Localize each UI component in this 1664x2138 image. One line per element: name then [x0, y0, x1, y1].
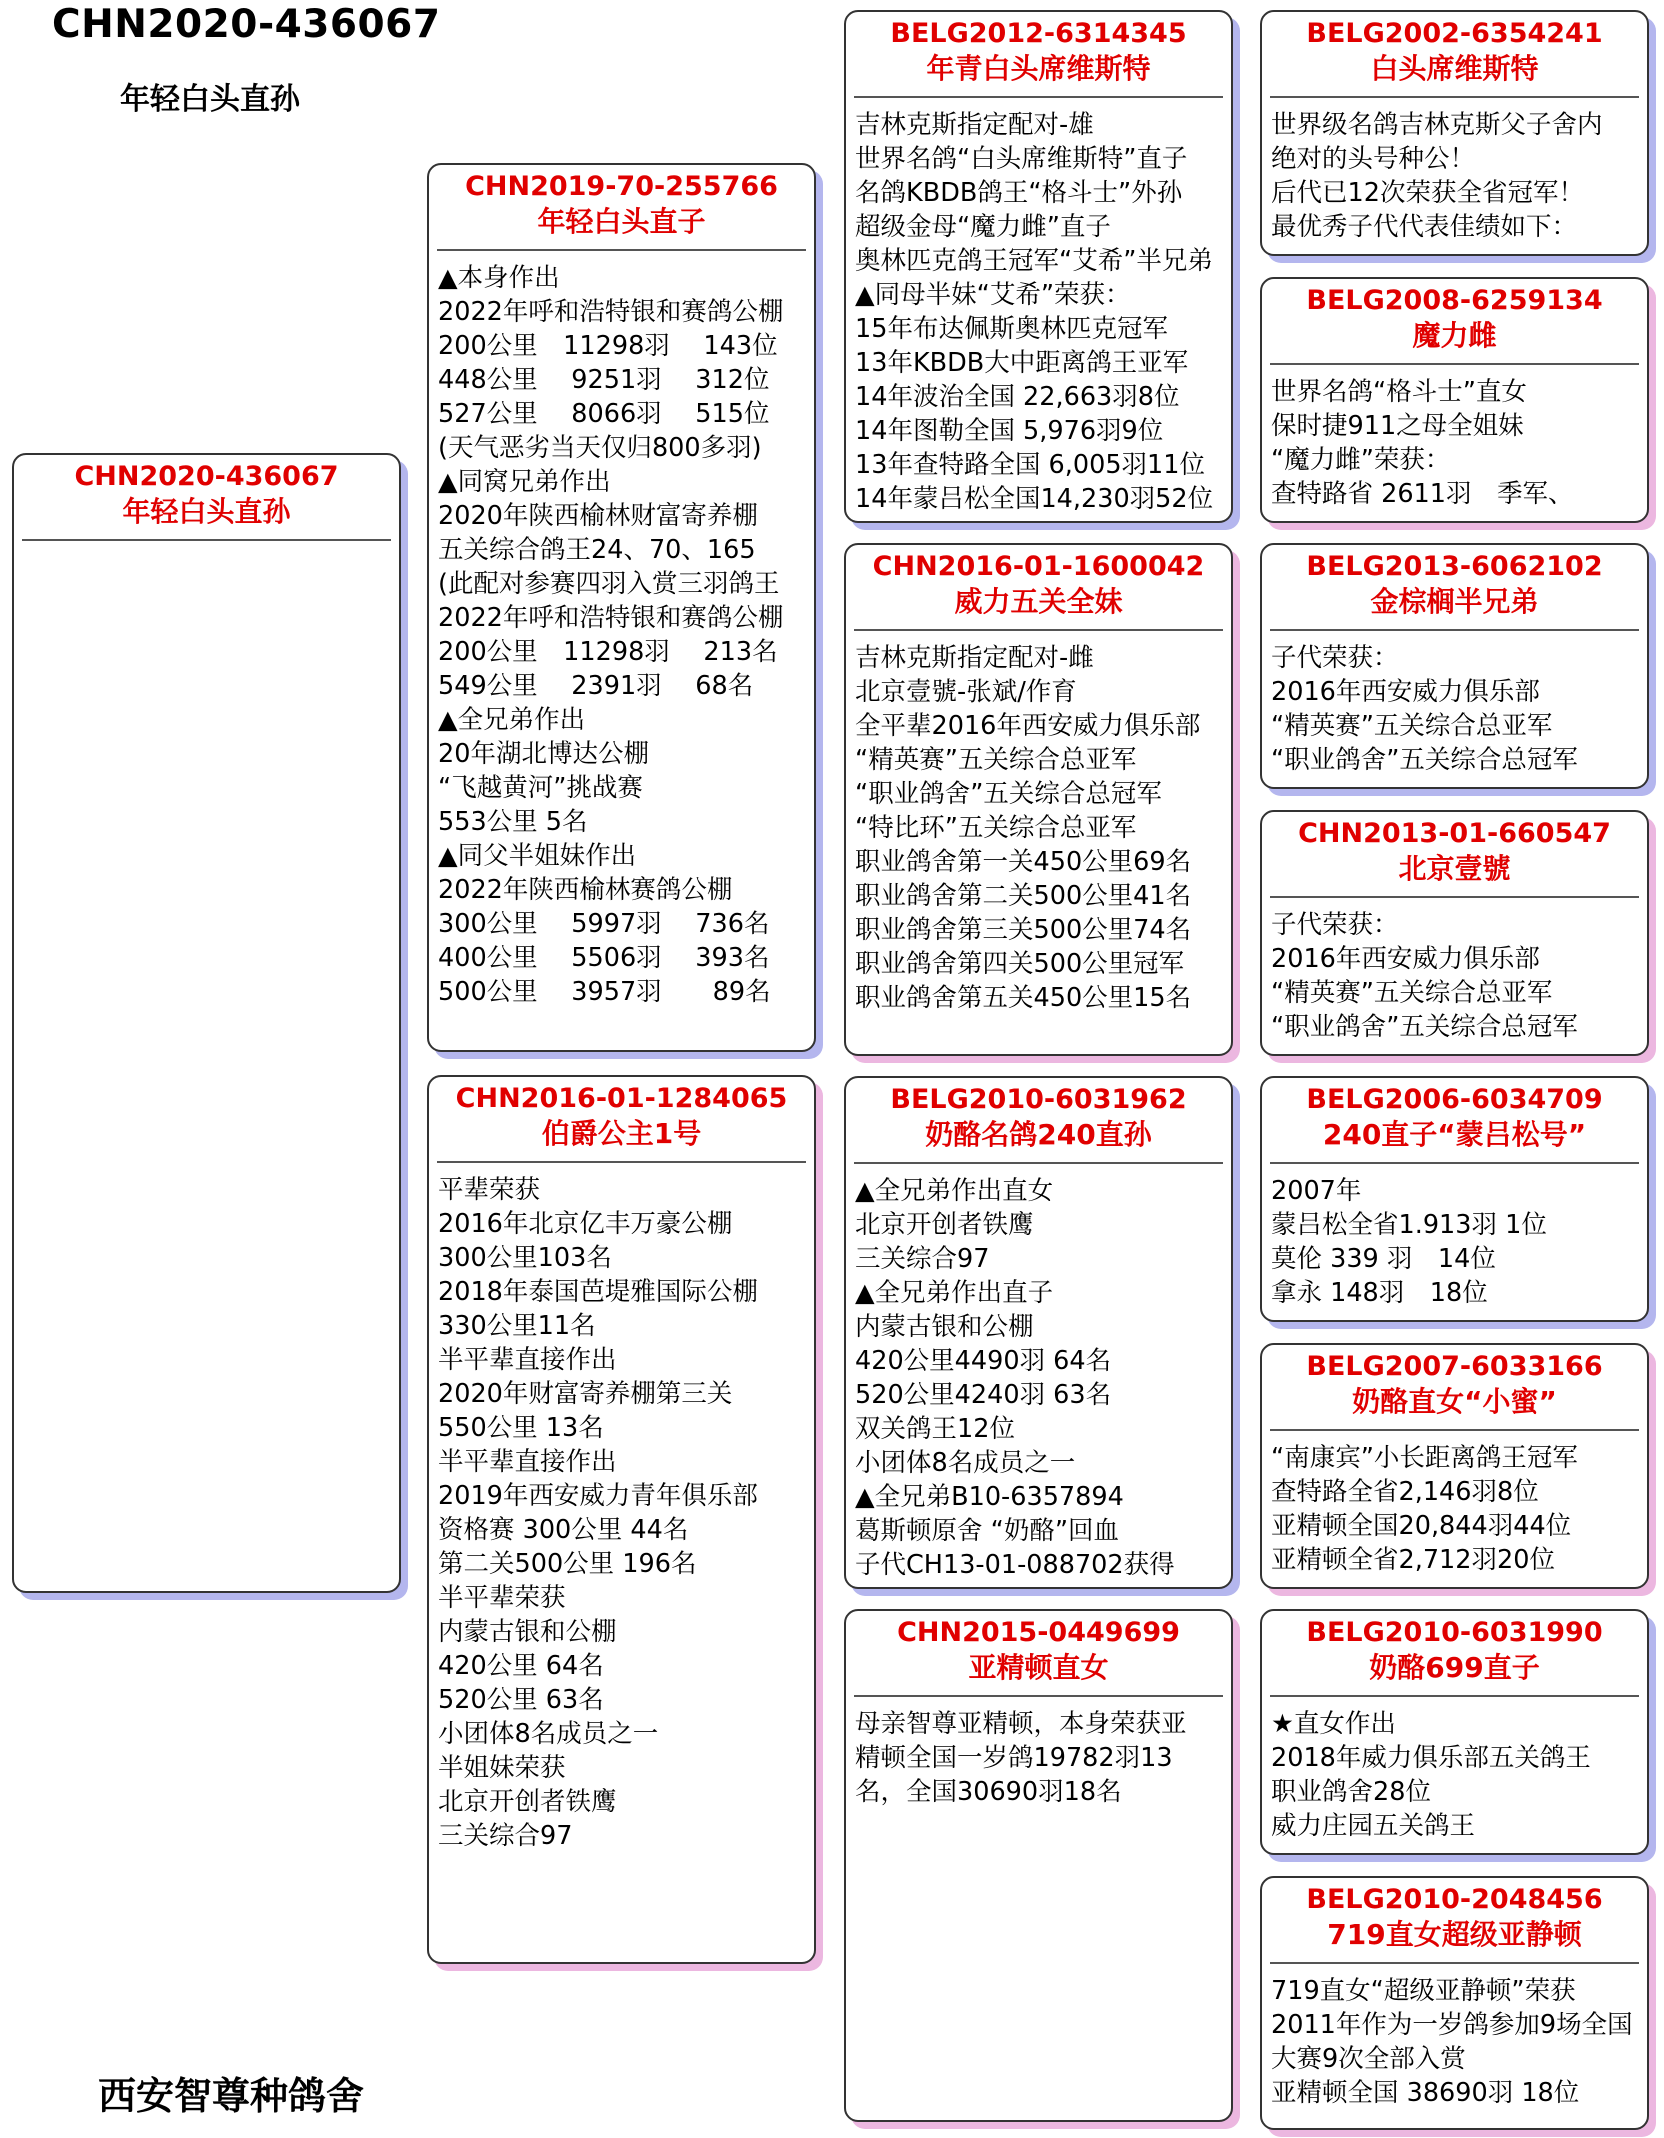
- granddam-1-notes: [846, 631, 1231, 1015]
- note-line: ▲同父半姐妹作出: [438, 841, 637, 871]
- note-line: 420公里 64名: [438, 1651, 604, 1681]
- note-line: (天气恶劣当天仅归800多羽): [438, 433, 762, 463]
- note-line: ▲全兄弟作出: [438, 705, 586, 735]
- dam-name: 伯爵公主1号: [541, 1117, 702, 1150]
- great-granddam-2-card: [1260, 810, 1649, 1056]
- note-line: 北京壹號-张斌/作育: [855, 677, 1077, 707]
- note-line: 小团体8名成员之一: [438, 1719, 659, 1749]
- note-line: “南康宾”小长距离鸽王冠军: [1271, 1443, 1578, 1473]
- note-line: “精英赛”五关综合总亚军: [1271, 711, 1553, 741]
- note-line: 大赛9次全部入赏: [1271, 2044, 1466, 2074]
- granddam-1-ring-id: CHN2016-01-1600042: [872, 551, 1205, 582]
- note-line: 子代荣获：: [1271, 643, 1399, 673]
- note-line: 13年查特路全国 6,005羽11位: [855, 450, 1206, 480]
- note-line: 2011年作为一岁鸽参加9场全国: [1271, 2010, 1633, 2040]
- header-pigeon-name: 年轻白头直孙: [120, 82, 300, 117]
- great-grandsire-2-card: [1260, 543, 1649, 789]
- note-line: 半姐妹荣获: [438, 1753, 566, 1783]
- note-line: 520公里 63名: [438, 1685, 604, 1715]
- great-grandsire-1-ring-id: BELG2002-6354241: [1306, 18, 1603, 49]
- note-line: 北京开创者铁鹰: [855, 1210, 1034, 1240]
- note-line: 最优秀子代代表佳绩如下：: [1271, 212, 1578, 242]
- great-grandsire-4-notes: [1262, 1697, 1647, 1843]
- grandsire-1-name: 年青白头席维斯特: [926, 52, 1151, 85]
- note-line: 职业鸽舍第三关500公里74名: [855, 915, 1192, 945]
- note-line: 2022年呼和浩特银和赛鸽公棚: [438, 603, 784, 633]
- note-line: 520公里4240羽 63名: [855, 1380, 1112, 1410]
- note-line: 2016年西安威力俱乐部: [1271, 677, 1540, 707]
- note-line: 职业鸽舍第五关450公里15名: [855, 983, 1192, 1013]
- note-line: 第二关500公里 196名: [438, 1549, 697, 1579]
- note-line: 300公里103名: [438, 1243, 612, 1273]
- note-line: 双关鸽王12位: [855, 1414, 1015, 1444]
- note-line: 威力庄园五关鸽王: [1271, 1811, 1476, 1841]
- note-line: 职业鸽舍28位: [1271, 1777, 1431, 1807]
- granddam-1-card: [844, 543, 1233, 1056]
- note-line: 超级金母“魔力雌”直子: [855, 212, 1111, 242]
- note-line: 绝对的头号种公！: [1271, 144, 1476, 174]
- note-line: 五关综合鸽王24、70、165: [438, 535, 756, 565]
- note-line: ▲同窝兄弟作出: [438, 467, 611, 497]
- note-line: (此配对参赛四羽入赏三羽鸽王: [438, 569, 780, 599]
- subject-ring-id: CHN2020-436067: [74, 461, 339, 492]
- note-line: 550公里 13名: [438, 1413, 604, 1443]
- note-line: 子代荣获：: [1271, 910, 1399, 940]
- note-line: 拿永 148羽 18位: [1271, 1278, 1488, 1308]
- note-line: 世界名鸽“格斗士”直女: [1271, 377, 1527, 407]
- great-grandsire-1-name: 白头席维斯特: [1370, 52, 1539, 85]
- note-line: 2016年西安威力俱乐部: [1271, 944, 1540, 974]
- note-line: 14年图勒全国 5,976羽9位: [855, 416, 1164, 446]
- note-line: 半平辈荣获: [438, 1583, 566, 1613]
- great-grandsire-2-name: 金棕榈半兄弟: [1370, 585, 1539, 618]
- note-line: 葛斯顿原舍 “奶酪”回血: [855, 1516, 1120, 1546]
- note-line: 亚精顿全国20,844羽44位: [1271, 1511, 1572, 1541]
- note-line: 527公里 8066羽 515位: [438, 399, 770, 429]
- note-line: 平辈荣获: [438, 1175, 541, 1205]
- great-granddam-2-name: 北京壹號: [1398, 852, 1511, 885]
- great-granddam-4-ring-id: BELG2010-2048456: [1306, 1884, 1603, 1915]
- note-line: 200公里 11298羽 143位: [438, 331, 778, 361]
- note-line: 500公里 3957羽 89名: [438, 977, 771, 1007]
- note-line: 亚精顿全省2,712羽20位: [1271, 1545, 1555, 1575]
- grandsire-2-card: [844, 1076, 1233, 1589]
- note-line: 查特路省 2611羽 季军、: [1271, 479, 1574, 509]
- note-line: 全平辈2016年西安威力俱乐部: [855, 711, 1201, 741]
- note-line: 职业鸽舍第一关450公里69名: [855, 847, 1192, 877]
- note-line: 母亲智尊亚精顿，本身荣获亚: [855, 1709, 1187, 1739]
- great-granddam-1-notes: [1262, 365, 1647, 511]
- sire-notes: [429, 251, 814, 1009]
- great-granddam-3-ring-id: BELG2007-6033166: [1306, 1351, 1603, 1382]
- note-line: 553公里 5名: [438, 807, 588, 837]
- sire-card: [427, 163, 816, 1052]
- note-line: 职业鸽舍第二关500公里41名: [855, 881, 1192, 911]
- granddam-2-name: 亚精顿直女: [968, 1651, 1109, 1684]
- note-line: 300公里 5997羽 736名: [438, 909, 770, 939]
- note-line: 2016年北京亿丰万豪公棚: [438, 1209, 733, 1239]
- granddam-1-name: 威力五关全妹: [954, 585, 1123, 618]
- dam-ring-id: CHN2016-01-1284065: [455, 1083, 788, 1114]
- great-granddam-3-notes: [1262, 1431, 1647, 1577]
- note-line: 小团体8名成员之一: [855, 1448, 1076, 1478]
- dam-notes: [429, 1163, 814, 1853]
- note-line: 半平辈直接作出: [438, 1345, 617, 1375]
- note-line: 14年波治全国 22,663羽8位: [855, 382, 1180, 412]
- note-line: 后代已12次荣获全省冠军！: [1271, 178, 1584, 208]
- grandsire-2-ring-id: BELG2010-6031962: [890, 1084, 1187, 1115]
- note-line: 13年KBDB大中距离鸽王亚军: [855, 348, 1189, 378]
- note-line: 200公里 11298羽 213名: [438, 637, 778, 667]
- granddam-2-ring-id: CHN2015-0449699: [897, 1617, 1180, 1648]
- note-line: “飞越黄河”挑战赛: [438, 773, 643, 803]
- note-line: 精顿全国一岁鸽19782羽13: [855, 1743, 1173, 1773]
- note-line: 蒙吕松全省1.913羽 1位: [1271, 1210, 1547, 1240]
- note-line: 三关综合97: [438, 1821, 573, 1851]
- great-grandsire-3-card: [1260, 1076, 1649, 1322]
- grandsire-1-notes: [846, 98, 1231, 516]
- subject-name: 年轻白头直孙: [122, 495, 291, 528]
- grandsire-2-name: 奶酪名鸽240直孙: [925, 1118, 1152, 1151]
- note-line: 2020年陕西榆林财富寄养棚: [438, 501, 758, 531]
- sire-ring-id: CHN2019-70-255766: [465, 171, 778, 202]
- note-line: 2018年威力俱乐部五关鸽王: [1271, 1743, 1591, 1773]
- note-line: “职业鸽舍”五关综合总冠军: [1271, 1012, 1578, 1042]
- note-line: 保时捷911之母全姐妹: [1271, 411, 1524, 441]
- great-granddam-4-card: [1260, 1876, 1649, 2130]
- great-granddam-4-name: 719直女超级亚静顿: [1327, 1918, 1582, 1951]
- note-line: 子代CH13-01-088702获得: [855, 1550, 1175, 1580]
- note-line: 2022年呼和浩特银和赛鸽公棚: [438, 297, 784, 327]
- note-line: 2018年泰国芭堤雅国际公棚: [438, 1277, 758, 1307]
- note-line: 奥林匹克鸽王冠军“艾希”半兄弟: [855, 246, 1213, 276]
- note-line: 20年湖北博达公棚: [438, 739, 649, 769]
- note-line: 549公里 2391羽 68名: [438, 671, 754, 701]
- note-line: 职业鸽舍第四关500公里冠军: [855, 949, 1185, 979]
- subject-card: [12, 453, 401, 1593]
- grandsire-1-ring-id: BELG2012-6314345: [890, 18, 1187, 49]
- great-grandsire-4-card: [1260, 1609, 1649, 1855]
- great-granddam-1-ring-id: BELG2008-6259134: [1306, 285, 1603, 316]
- note-line: ▲同母半妹“艾希”荣获：: [855, 280, 1131, 310]
- note-line: 名，全国30690羽18名: [855, 1777, 1122, 1807]
- great-grandsire-3-notes: [1262, 1164, 1647, 1310]
- dam-card: [427, 1075, 816, 1964]
- great-grandsire-4-ring-id: BELG2010-6031990: [1306, 1617, 1603, 1648]
- great-granddam-2-ring-id: CHN2013-01-660547: [1298, 818, 1611, 849]
- note-line: ▲全兄弟作出直子: [855, 1278, 1054, 1308]
- granddam-2-card: [844, 1609, 1233, 2122]
- great-granddam-1-card: [1260, 277, 1649, 523]
- header-ring-id: CHN2020-436067: [52, 2, 441, 47]
- note-line: 420公里4490羽 64名: [855, 1346, 1112, 1376]
- grandsire-1-card: [844, 10, 1233, 523]
- great-grandsire-2-ring-id: BELG2013-6062102: [1306, 551, 1603, 582]
- note-line: “职业鸽舍”五关综合总冠军: [1271, 745, 1578, 775]
- note-line: “精英赛”五关综合总亚军: [1271, 978, 1553, 1008]
- note-line: 400公里 5506羽 393名: [438, 943, 770, 973]
- note-line: 世界名鸽“白头席维斯特”直子: [855, 144, 1188, 174]
- subject-divider: [22, 539, 391, 541]
- note-line: 15年布达佩斯奥林匹克冠军: [855, 314, 1168, 344]
- note-line: 资格赛 300公里 44名: [438, 1515, 689, 1545]
- note-line: 北京开创者铁鹰: [438, 1787, 617, 1817]
- note-line: 719直女“超级亚静顿”荣获: [1271, 1976, 1576, 2006]
- great-granddam-3-card: [1260, 1343, 1649, 1589]
- grandsire-2-notes: [846, 1164, 1231, 1582]
- note-line: “特比环”五关综合总亚军: [855, 813, 1137, 843]
- great-grandsire-3-ring-id: BELG2006-6034709: [1306, 1084, 1603, 1115]
- note-line: 2019年西安威力青年俱乐部: [438, 1481, 758, 1511]
- note-line: ★直女作出: [1271, 1709, 1396, 1739]
- great-granddam-2-notes: [1262, 898, 1647, 1044]
- great-granddam-1-name: 魔力雌: [1412, 319, 1497, 352]
- great-granddam-3-name: 奶酪直女“小蜜”: [1352, 1385, 1557, 1418]
- great-grandsire-2-notes: [1262, 631, 1647, 777]
- great-grandsire-4-name: 奶酪699直子: [1369, 1651, 1540, 1684]
- note-line: 内蒙古银和公棚: [438, 1617, 617, 1647]
- note-line: ▲全兄弟B10-6357894: [855, 1482, 1124, 1512]
- note-line: 吉林克斯指定配对-雌: [855, 643, 1094, 673]
- note-line: 2022年陕西榆林赛鸽公棚: [438, 875, 733, 905]
- great-grandsire-3-name: 240直子“蒙吕松号”: [1322, 1118, 1587, 1151]
- note-line: 世界级名鸽吉林克斯父子舍内: [1271, 110, 1603, 140]
- note-line: 448公里 9251羽 312位: [438, 365, 770, 395]
- great-grandsire-1-notes: [1262, 98, 1647, 244]
- loft-name: 西安智尊种鸽舍: [98, 2074, 365, 2118]
- note-line: 吉林克斯指定配对-雄: [855, 110, 1094, 140]
- note-line: 2020年财富寄养棚第三关: [438, 1379, 733, 1409]
- note-line: 三关综合97: [855, 1244, 990, 1274]
- note-line: ▲全兄弟作出直女: [855, 1176, 1054, 1206]
- note-line: 亚精顿全国 38690羽 18位: [1271, 2078, 1580, 2108]
- note-line: ▲本身作出: [438, 263, 560, 293]
- granddam-2-notes: [846, 1697, 1231, 1809]
- note-line: 2007年: [1271, 1176, 1362, 1206]
- sire-name: 年轻白头直子: [537, 205, 706, 238]
- note-line: 名鸽KBDB鸽王“格斗士”外孙: [855, 178, 1183, 208]
- note-line: “职业鸽舍”五关综合总冠军: [855, 779, 1162, 809]
- note-line: 330公里11名: [438, 1311, 596, 1341]
- note-line: 内蒙古银和公棚: [855, 1312, 1034, 1342]
- note-line: 莫伦 339 羽 14位: [1271, 1244, 1496, 1274]
- great-granddam-4-notes: [1262, 1964, 1647, 2110]
- note-line: 查特路全省2,146羽8位: [1271, 1477, 1539, 1507]
- note-line: 半平辈直接作出: [438, 1447, 617, 1477]
- great-grandsire-1-card: [1260, 10, 1649, 256]
- note-line: 14年蒙吕松全国14,230羽52位: [855, 484, 1214, 514]
- note-line: “魔力雌”荣获：: [1271, 445, 1451, 475]
- note-line: “精英赛”五关综合总亚军: [855, 745, 1137, 775]
